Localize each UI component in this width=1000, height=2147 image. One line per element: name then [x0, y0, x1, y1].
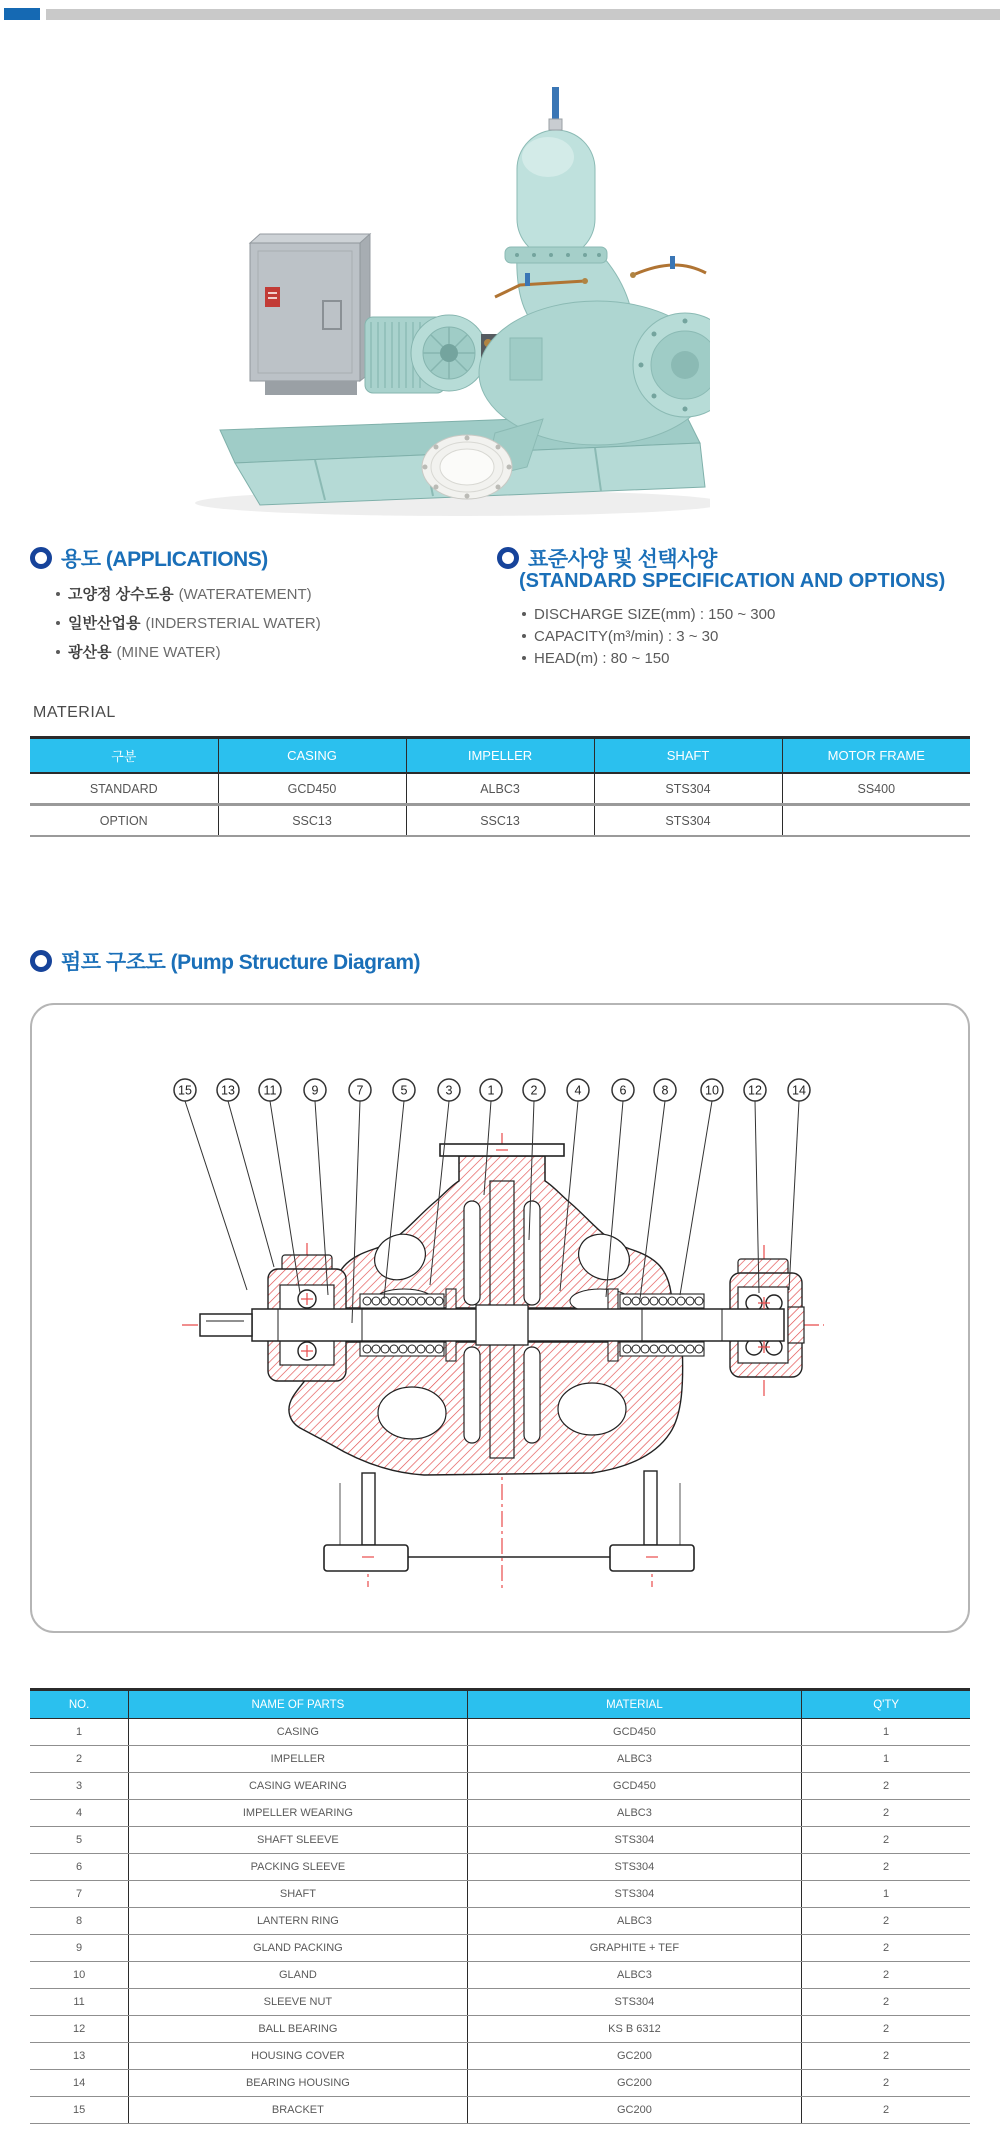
ring-bullet-icon	[497, 547, 519, 569]
dot-bullet-icon	[522, 634, 526, 638]
applications-heading	[30, 543, 268, 573]
callout-number: 7	[356, 1083, 364, 1098]
table-cell: GC200	[467, 2097, 802, 2124]
callout-leader-line	[228, 1101, 274, 1267]
table-cell: 2	[802, 1962, 970, 1989]
callout-number: 3	[445, 1083, 453, 1098]
column-header: NAME OF PARTS	[129, 1690, 467, 1719]
table-cell: 2	[802, 1854, 970, 1881]
list-item	[56, 583, 321, 604]
table-row	[30, 1719, 970, 1746]
table-row	[30, 2043, 970, 2070]
callout-number: 10	[705, 1083, 719, 1098]
pump-feet	[324, 1471, 694, 1571]
specifications-title-en: (STANDARD SPECIFICATION AND OPTIONS)	[519, 570, 946, 592]
applications-list	[56, 583, 321, 670]
specifications-title-ko: 표준사양 및 선택사양	[528, 548, 717, 571]
diagram-heading	[30, 946, 420, 976]
dot-bullet-icon	[56, 592, 60, 596]
table-cell: SLEEVE NUT	[129, 1989, 467, 2016]
table-cell: IMPELLER WEARING	[129, 1800, 467, 1827]
table-cell: STS304	[467, 1881, 802, 1908]
table-cell: 3	[30, 1773, 129, 1800]
table-row	[30, 1962, 970, 1989]
shaft	[200, 1305, 784, 1345]
table-cell: SHAFT SLEEVE	[129, 1827, 467, 1854]
table-cell: 2	[30, 1746, 129, 1773]
table-cell: STS304	[467, 1827, 802, 1854]
table-cell: CASING WEARING	[129, 1773, 467, 1800]
column-header: MOTOR FRAME	[782, 738, 970, 774]
table-cell: GCD450	[218, 773, 406, 805]
ring-bullet-icon	[30, 547, 52, 569]
table-row	[30, 1773, 970, 1800]
table-row	[30, 1800, 970, 1827]
callout-number: 11	[263, 1083, 277, 1098]
table-cell: 2	[802, 2043, 970, 2070]
specifications-list	[522, 606, 775, 672]
parts-table	[30, 1688, 970, 2124]
table-cell: 15	[30, 2097, 129, 2124]
callout-number: 1	[487, 1083, 495, 1098]
table-cell: CASING	[129, 1719, 467, 1746]
table-cell: SSC13	[218, 805, 406, 837]
table-cell: GRAPHITE + TEF	[467, 1935, 802, 1962]
application-item-en: (WATERATEMENT)	[178, 586, 312, 603]
application-item-ko: 일반산업용	[68, 615, 141, 632]
callout-number: 15	[178, 1083, 192, 1098]
table-cell: BALL BEARING	[129, 2016, 467, 2043]
table-cell: 2	[802, 2070, 970, 2097]
table-cell: STS304	[594, 773, 782, 805]
table-row	[30, 773, 970, 805]
material-section-label: MATERIAL	[33, 704, 116, 721]
pump-photo	[165, 35, 710, 525]
callout-leader-line	[680, 1101, 712, 1295]
table-cell: SS400	[782, 773, 970, 805]
pump-cross-section-drawing	[32, 1005, 968, 1631]
header-rule-bar	[46, 9, 1000, 20]
column-header: IMPELLER	[406, 738, 594, 774]
table-cell: 2	[802, 1773, 970, 1800]
material-table-header-row	[30, 738, 970, 774]
table-cell: ALBC3	[467, 1908, 802, 1935]
table-cell: 1	[802, 1719, 970, 1746]
specifications-heading	[497, 543, 717, 573]
table-cell: OPTION	[30, 805, 218, 837]
column-header: CASING	[218, 738, 406, 774]
table-cell: STANDARD	[30, 773, 218, 805]
callout-number: 5	[400, 1083, 408, 1098]
list-item	[522, 606, 775, 623]
table-cell: 2	[802, 2016, 970, 2043]
table-cell: STS304	[467, 1854, 802, 1881]
column-header: SHAFT	[594, 738, 782, 774]
table-cell: 13	[30, 2043, 129, 2070]
table-cell: SSC13	[406, 805, 594, 837]
table-cell: 11	[30, 1989, 129, 2016]
table-cell: 2	[802, 1935, 970, 1962]
pump-structure-diagram-panel	[30, 1003, 970, 1633]
spec-item: CAPACITY(m³/min) : 3 ~ 30	[534, 628, 719, 645]
table-cell: ALBC3	[467, 1800, 802, 1827]
table-cell: ALBC3	[467, 1962, 802, 1989]
impeller-eye-right	[524, 1201, 540, 1305]
table-row	[30, 1854, 970, 1881]
table-row	[30, 1827, 970, 1854]
table-cell: ALBC3	[406, 773, 594, 805]
header-accent-block	[4, 8, 40, 20]
dot-bullet-icon	[522, 656, 526, 660]
list-item	[522, 650, 775, 667]
table-cell: 14	[30, 2070, 129, 2097]
application-item-en: (INDERSTERIAL WATER)	[145, 615, 321, 632]
table-cell: GLAND PACKING	[129, 1935, 467, 1962]
ring-bullet-icon	[30, 950, 52, 972]
callout-number: 9	[311, 1083, 319, 1098]
applications-title-en: (APPLICATIONS)	[105, 548, 268, 571]
table-cell: ALBC3	[467, 1746, 802, 1773]
table-cell: GC200	[467, 2043, 802, 2070]
callout-number: 4	[574, 1083, 582, 1098]
callout-number: 2	[530, 1083, 538, 1098]
table-cell: 4	[30, 1800, 129, 1827]
table-cell: KS B 6312	[467, 2016, 802, 2043]
dot-bullet-icon	[522, 612, 526, 616]
callout-number: 14	[792, 1083, 806, 1098]
table-cell: BRACKET	[129, 2097, 467, 2124]
column-header: NO.	[30, 1690, 129, 1719]
table-cell: IMPELLER	[129, 1746, 467, 1773]
table-cell: SHAFT	[129, 1881, 467, 1908]
diagram-title-ko: 펌프 구조도	[61, 951, 166, 974]
spec-item: DISCHARGE SIZE(mm) : 150 ~ 300	[534, 606, 776, 623]
table-cell: STS304	[467, 1989, 802, 2016]
table-row	[30, 2016, 970, 2043]
table-row	[30, 805, 970, 837]
material-table	[30, 736, 970, 837]
callout-number: 12	[748, 1083, 762, 1098]
table-row	[30, 1935, 970, 1962]
table-cell: STS304	[594, 805, 782, 837]
parts-table-header-row	[30, 1690, 970, 1719]
spec-item: HEAD(m) : 80 ~ 150	[534, 650, 670, 667]
table-cell: GCD450	[467, 1773, 802, 1800]
table-cell: 1	[30, 1719, 129, 1746]
list-item	[522, 628, 775, 645]
table-row	[30, 2070, 970, 2097]
application-item-ko: 광산용	[68, 644, 112, 661]
table-cell: 6	[30, 1854, 129, 1881]
table-row	[30, 1881, 970, 1908]
table-row	[30, 1989, 970, 2016]
column-header: Q'TY	[802, 1690, 970, 1719]
table-cell: 10	[30, 1962, 129, 1989]
table-cell: 2	[802, 1827, 970, 1854]
table-row	[30, 2097, 970, 2124]
dot-bullet-icon	[56, 650, 60, 654]
column-header: 구분	[30, 738, 218, 774]
table-cell: 7	[30, 1881, 129, 1908]
applications-title-ko: 용도	[61, 548, 101, 571]
impeller-eye-left	[464, 1201, 480, 1305]
table-cell: GC200	[467, 2070, 802, 2097]
table-cell: PACKING SLEEVE	[129, 1854, 467, 1881]
table-cell	[782, 805, 970, 837]
table-cell: 1	[802, 1881, 970, 1908]
list-item	[56, 612, 321, 633]
callout-number: 13	[221, 1083, 235, 1098]
table-cell: 9	[30, 1935, 129, 1962]
dot-bullet-icon	[56, 621, 60, 625]
table-cell: 2	[802, 1908, 970, 1935]
table-cell: BEARING HOUSING	[129, 2070, 467, 2097]
table-cell: 2	[802, 2097, 970, 2124]
callout-number: 6	[619, 1083, 627, 1098]
table-cell: GCD450	[467, 1719, 802, 1746]
impeller-hub	[490, 1181, 514, 1308]
table-row	[30, 1746, 970, 1773]
callout-number: 8	[661, 1083, 669, 1098]
list-item	[56, 641, 321, 662]
table-cell: 1	[802, 1746, 970, 1773]
table-cell: 2	[802, 1989, 970, 2016]
table-cell: HOUSING COVER	[129, 2043, 467, 2070]
table-cell: LANTERN RING	[129, 1908, 467, 1935]
table-cell: 2	[802, 1800, 970, 1827]
application-item-ko: 고양정 상수도용	[68, 586, 174, 603]
application-item-en: (MINE WATER)	[116, 644, 221, 661]
table-cell: 8	[30, 1908, 129, 1935]
table-row	[30, 1908, 970, 1935]
table-cell: GLAND	[129, 1962, 467, 1989]
diagram-title-en: (Pump Structure Diagram)	[170, 951, 420, 974]
table-cell: 5	[30, 1827, 129, 1854]
column-header: MATERIAL	[467, 1690, 802, 1719]
callout-leader-line	[789, 1101, 799, 1290]
callout-leader-line	[185, 1101, 247, 1290]
table-cell: 12	[30, 2016, 129, 2043]
